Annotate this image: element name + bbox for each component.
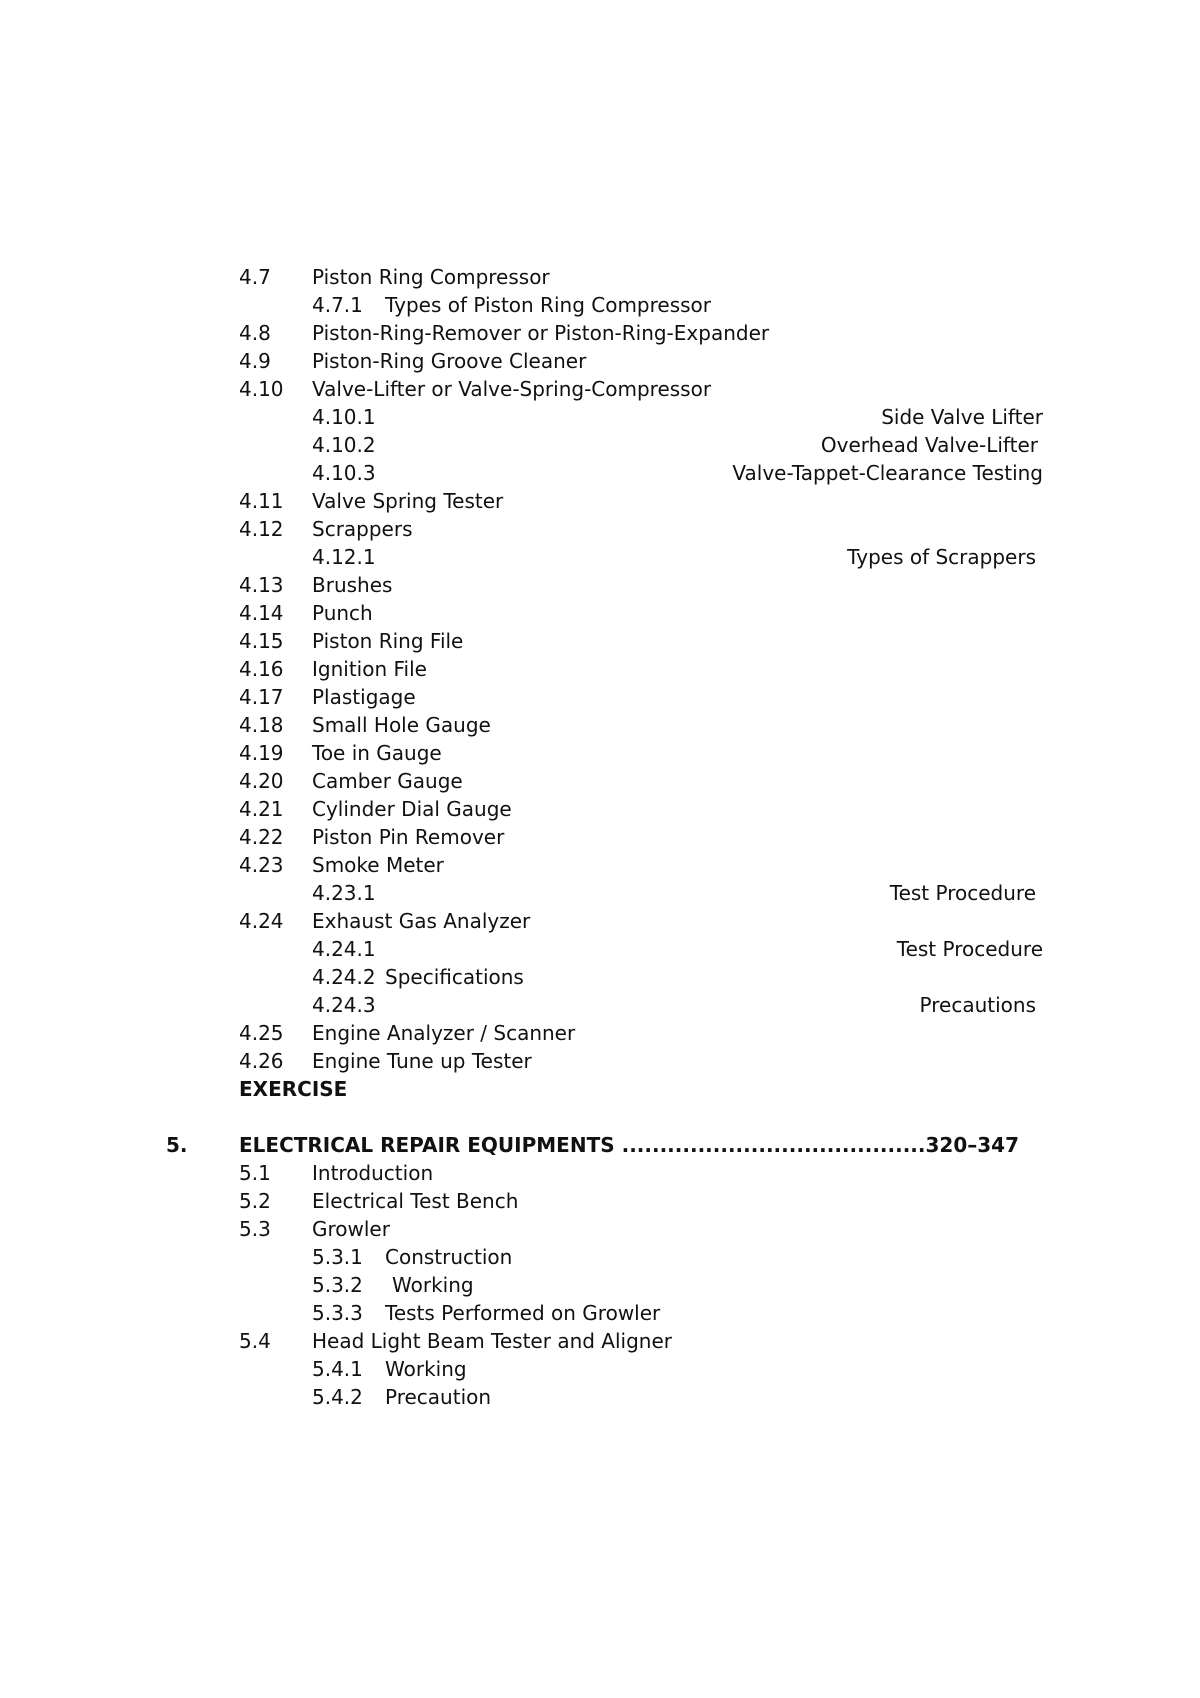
toc-entry [239,1215,1039,1243]
toc-entry-title: Brushes [312,573,393,597]
toc-entry [239,739,1039,767]
toc-entry-number: 4.17 [239,685,284,709]
toc-entry-number: 5.3.2 [312,1273,363,1297]
toc-subentry [312,963,1039,991]
chapter-number: 5. [166,1133,188,1157]
toc-entry-title: Specifications [385,965,524,989]
toc-entry-title: Construction [385,1245,513,1269]
toc-entry-number: 4.24 [239,909,284,933]
toc-entry [239,1187,1039,1215]
toc-entry-title: Piston Ring Compressor [312,265,550,289]
toc-entry [239,851,1039,879]
toc-subentry [312,1383,1039,1411]
toc-entry-title: Toe in Gauge [312,741,442,765]
toc-subentry [312,459,1043,487]
toc-entry-number: 4.24.2 [312,965,376,989]
dot-leader: ........................................ [621,1133,926,1157]
toc-entry-number: 4.10.2 [312,433,376,457]
toc-subentry [312,431,1038,459]
toc-entry-title: Ignition File [312,657,427,681]
toc-entry-number: 4.16 [239,657,284,681]
toc-subentry [312,935,1043,963]
toc-entry-title: Plastigage [312,685,416,709]
toc-entry-number: 4.23 [239,853,284,877]
toc-entry-title: Precaution [385,1385,492,1409]
toc-entry-title: Engine Analyzer / Scanner [312,1021,576,1045]
toc-entry [239,795,1039,823]
toc-entry [239,347,1039,375]
toc-entry-number: 4.10.1 [312,405,376,429]
chapter-title [239,1131,1019,1159]
toc-entry [239,571,1039,599]
toc-entry-number: 5.1 [239,1161,271,1185]
toc-subentry [312,1243,1039,1271]
toc-entry-title: Test Procedure [896,937,1043,961]
toc-entry-title: Test Procedure [889,881,1036,905]
toc-entry-number: 4.18 [239,713,284,737]
toc-entry-title: Working [385,1357,467,1381]
toc-entry-number: 4.7 [239,265,271,289]
toc-entry-title: Valve-Tappet-Clearance Testing [732,461,1043,485]
toc-entry-number: 4.15 [239,629,284,653]
toc-entry [239,683,1039,711]
chapter-heading [166,1131,1043,1159]
toc-entry [239,599,1039,627]
toc-entry [239,907,1039,935]
toc-entry-title: Engine Tune up Tester [312,1049,532,1073]
chapter-page-range: 320–347 [925,1133,1019,1157]
toc-entry-title: Valve Spring Tester [312,489,504,513]
toc-entry-number: 5.3.3 [312,1301,363,1325]
toc-subentry [312,991,1036,1019]
toc-entry-number: 4.11 [239,489,284,513]
chapter-title-text: ELECTRICAL REPAIR EQUIPMENTS [239,1133,615,1157]
toc-entry-number: 4.19 [239,741,284,765]
toc-entry [239,375,1039,403]
toc-entry-title: Introduction [312,1161,434,1185]
toc-entry [239,711,1039,739]
toc-entry [239,823,1039,851]
toc-exercise [239,1075,1039,1103]
toc-entry-title: Working [392,1273,474,1297]
toc-entry-number: 4.9 [239,349,271,373]
toc-entry-title: Precautions [919,993,1036,1017]
toc-subentry [312,1355,1039,1383]
toc-entry-title: Smoke Meter [312,853,444,877]
toc-entry-title: Overhead Valve-Lifter [820,433,1038,457]
toc-entry-number: 4.12 [239,517,284,541]
toc-entry-title: Piston-Ring-Remover or Piston-Ring-Expander [312,321,770,345]
toc-entry-number: 4.25 [239,1021,284,1045]
toc-entry-title: Electrical Test Bench [312,1189,519,1213]
toc-entry-title: Types of Scrappers [847,545,1036,569]
toc-entry-title: Camber Gauge [312,769,463,793]
toc-entry [239,1019,1039,1047]
toc-entry-title: Exhaust Gas Analyzer [312,909,531,933]
toc-entry-title: Piston Ring File [312,629,464,653]
toc-entry-title: Head Light Beam Tester and Aligner [312,1329,672,1353]
toc-entry-title: Cylinder Dial Gauge [312,797,512,821]
toc-entry-number: 4.10.3 [312,461,376,485]
toc-entry-number: 4.24.3 [312,993,376,1017]
toc-entry-title: Punch [312,601,373,625]
exercise-label: EXERCISE [239,1077,348,1101]
toc-entry [239,515,1039,543]
toc-subentry [312,879,1036,907]
toc-entry [239,319,1039,347]
toc-entry-title: Growler [312,1217,390,1241]
toc-subentry [312,1299,1039,1327]
toc-entry-title: Side Valve Lifter [881,405,1043,429]
toc-entry-title: Types of Piston Ring Compressor [385,293,712,317]
toc-entry [239,1159,1039,1187]
toc-entry [239,263,1039,291]
toc-entry-number: 5.2 [239,1189,271,1213]
toc-entry [239,767,1039,795]
toc-entry-number: 5.4 [239,1329,271,1353]
toc-entry-number: 4.23.1 [312,881,376,905]
toc-entry [239,1327,1039,1355]
toc-entry-title: Piston Pin Remover [312,825,505,849]
toc-entry-number: 5.3.1 [312,1245,363,1269]
toc-subentry [312,543,1036,571]
toc-entry-number: 5.4.1 [312,1357,363,1381]
toc-entry-title: Piston-Ring Groove Cleaner [312,349,587,373]
toc-entry-number: 5.3 [239,1217,271,1241]
toc-entry-number: 4.24.1 [312,937,376,961]
toc-entry-title: Small Hole Gauge [312,713,491,737]
toc-entry [239,487,1039,515]
toc-entry-title: Tests Performed on Growler [385,1301,661,1325]
toc-entry-number: 4.13 [239,573,284,597]
toc-entry-number: 5.4.2 [312,1385,363,1409]
toc-subentry [312,291,1039,319]
toc-entry-number: 4.8 [239,321,271,345]
toc-entry-title: Scrappers [312,517,413,541]
toc-entry [239,1047,1039,1075]
toc-entry-number: 4.10 [239,377,284,401]
toc-entry-number: 4.20 [239,769,284,793]
toc-entry [239,627,1039,655]
toc-entry-number: 4.21 [239,797,284,821]
toc-entry-number: 4.14 [239,601,284,625]
toc-entry-title: Valve-Lifter or Valve-Spring-Compressor [312,377,712,401]
toc-entry [239,655,1039,683]
toc-entry-number: 4.7.1 [312,293,363,317]
toc-subentry [312,403,1043,431]
toc-entry-number: 4.26 [239,1049,284,1073]
toc-entry-number: 4.22 [239,825,284,849]
toc-entry-number: 4.12.1 [312,545,376,569]
toc-subentry [312,1271,1039,1299]
